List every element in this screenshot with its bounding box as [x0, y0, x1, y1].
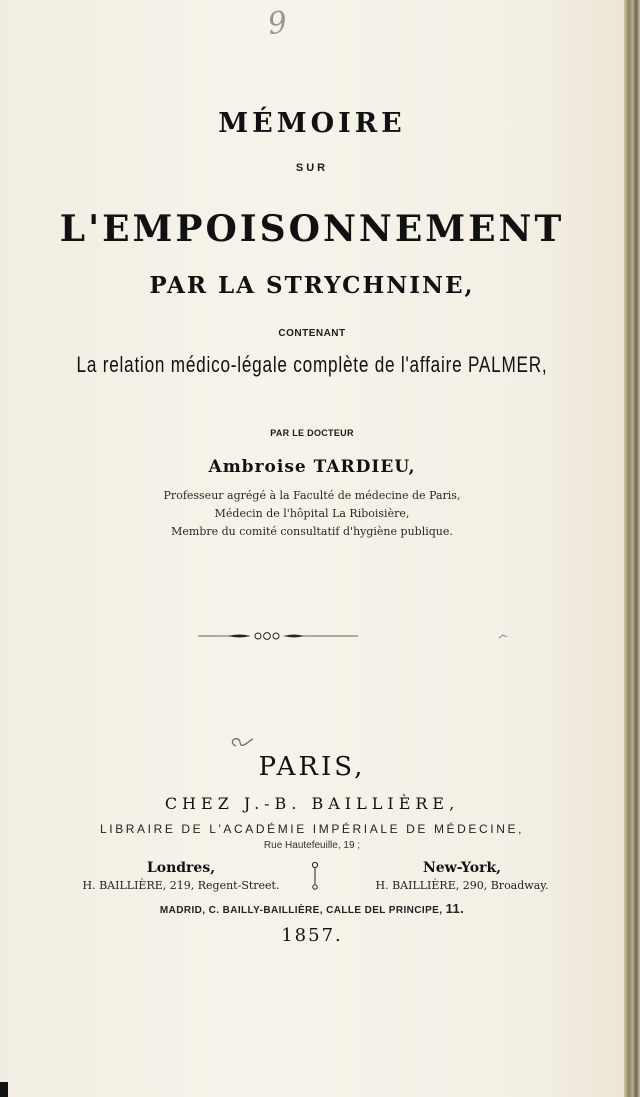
pencil-annotation: 9 [265, 4, 290, 43]
author-name: Ambroise TARDIEU, [208, 457, 416, 477]
branches-row [0, 860, 624, 900]
publisher-role: LIBRAIRE DE L'ACADÉMIE IMPÉRIALE DE MÉDECINE, [99, 822, 525, 836]
publisher-name: CHEZ J.-B. BAILLIÈRE, [164, 794, 460, 813]
branch-city: Londres, [146, 860, 216, 876]
branch-city: New-York, [422, 860, 502, 876]
author-credential: Membre du comité consultatif d'hygiène publique. [171, 525, 453, 538]
contents-text: La relation médico-légale complète de l'affaire PALMER, [76, 352, 548, 377]
publisher-address: Rue Hautefeuille, 19 ; [263, 840, 361, 851]
madrid-number: 11. [445, 901, 465, 916]
author-by: PAR LE DOCTEUR [270, 428, 354, 438]
pencil-flourish [228, 734, 254, 752]
scan-mark [0, 1082, 8, 1097]
author-credential: Professeur agrégé à la Faculté de médecine de Paris, [163, 489, 461, 502]
madrid-text: MADRID, C. BAILLY-BAILLIÈRE, CALLE DEL PRINCIPE, [159, 905, 443, 916]
publisher-city: PARIS, [258, 752, 366, 782]
publication-year: 1857. [281, 925, 343, 946]
title-empoisonnement: L'EMPOISONNEMENT [59, 208, 565, 250]
branch-address: H. BAILLIÈRE, 290, Broadway. [375, 879, 549, 892]
ornament-rule [198, 629, 358, 643]
branch-newyork [342, 860, 582, 892]
book-edge [624, 0, 640, 1097]
branch-london [66, 860, 296, 892]
title-strychnine: PAR LA STRYCHNINE, [149, 272, 475, 299]
contenant-label: CONTENANT [278, 328, 346, 339]
author-credential: Médecin de l'hôpital La Riboisière, [214, 507, 410, 520]
margin-mark [498, 633, 508, 639]
title-memoire: MÉMOIRE [218, 108, 406, 139]
branch-address: H. BAILLIÈRE, 219, Regent-Street. [82, 879, 280, 892]
title-sur: SUR [295, 162, 329, 174]
madrid-line [0, 901, 624, 916]
divider-ornament [310, 860, 320, 892]
